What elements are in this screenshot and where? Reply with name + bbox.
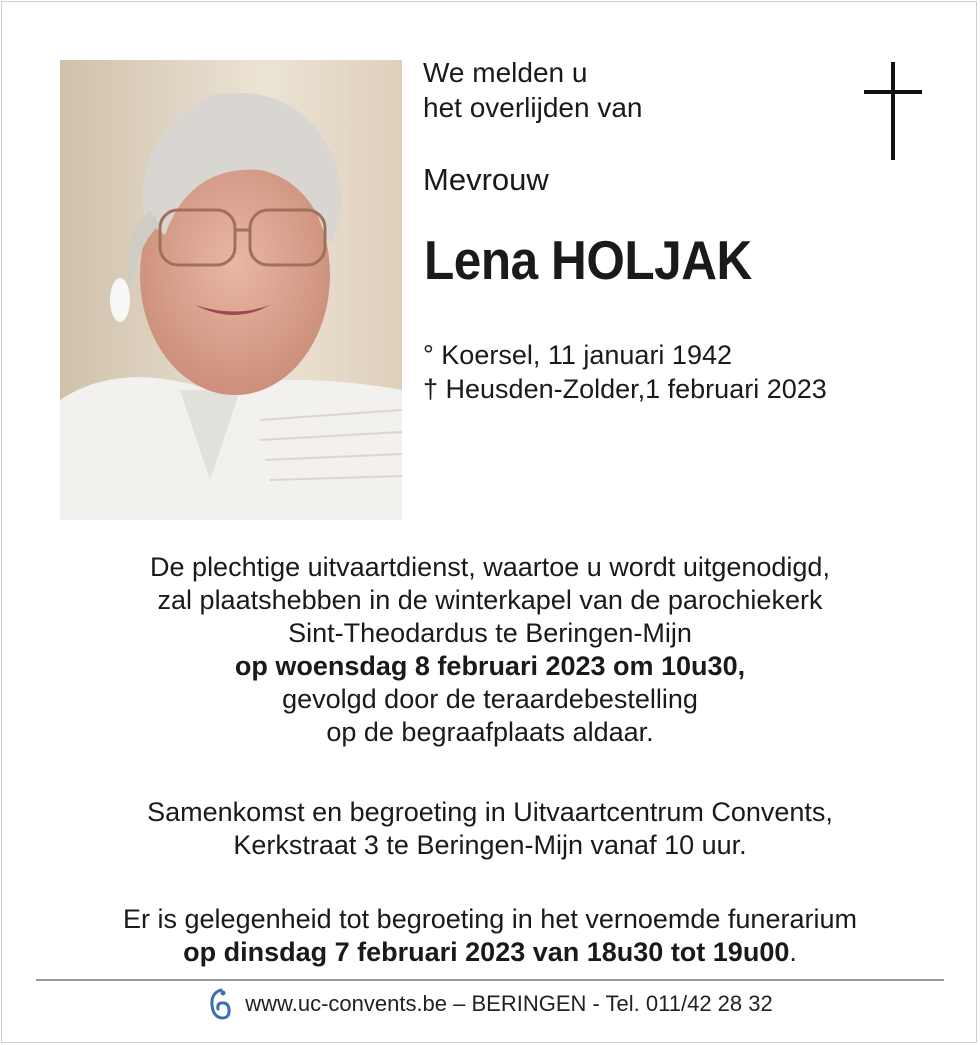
intro-line-1: We melden u <box>423 57 588 88</box>
visitation-date: op dinsdag 7 februari 2023 van 18u30 tot 19u00 <box>183 937 790 967</box>
service-line: gevolgd door de teraardebestelling <box>282 684 698 714</box>
footer <box>0 986 980 1022</box>
visitation-announcement <box>30 903 950 969</box>
deceased-name: Lena HOLJAK <box>424 229 752 291</box>
service-line: Sint-Theodardus te Beringen-Mijn <box>288 618 692 648</box>
service-announcement <box>30 551 950 749</box>
footer-contact: www.uc-convents.be – BERINGEN - Tel. 011/42 28 32 <box>245 991 773 1016</box>
service-date: op woensdag 8 februari 2023 om 10u30, <box>234 651 746 681</box>
visitation-line: Er is gelegenheid tot begroeting in het vernoemde funerarium <box>123 904 857 934</box>
death-line: † Heusden-Zolder,1 februari 2023 <box>423 374 827 404</box>
footer-divider <box>36 979 944 981</box>
birth-line: ° Koersel, 11 januari 1942 <box>423 340 732 370</box>
portrait-photo <box>60 60 402 520</box>
gathering-line: Kerkstraat 3 te Beringen-Mijn vanaf 10 uur. <box>233 830 747 860</box>
service-line: op de begraafplaats aldaar. <box>326 717 654 747</box>
visitation-period: . <box>789 937 797 967</box>
cross-icon <box>864 62 922 160</box>
life-dates <box>423 338 827 406</box>
intro-line-2: het overlijden van <box>423 92 643 123</box>
funeral-home-logo-icon <box>207 987 233 1021</box>
title-prefix: Mevrouw <box>423 162 549 197</box>
intro-text <box>423 55 642 125</box>
service-line: zal plaatshebben in de winterkapel van de parochiekerk <box>157 585 823 615</box>
gathering-line: Samenkomst en begroeting in Uitvaartcentrum Convents, <box>147 797 833 827</box>
visitation-date-row <box>30 936 950 969</box>
service-line: De plechtige uitvaartdienst, waartoe u wordt uitgenodigd, <box>150 552 830 582</box>
gathering-announcement <box>30 796 950 862</box>
